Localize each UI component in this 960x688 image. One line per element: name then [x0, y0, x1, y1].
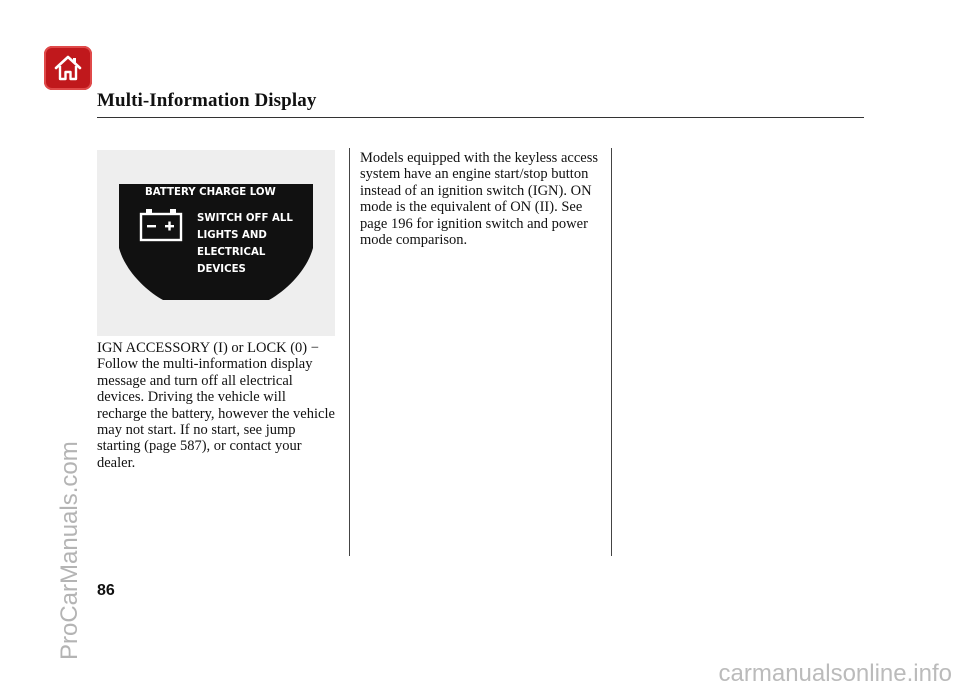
- display-message-line: LIGHTS AND: [197, 230, 267, 241]
- column-divider: [611, 148, 612, 556]
- section-title: Multi-Information Display: [97, 90, 317, 111]
- home-icon: [52, 52, 84, 84]
- watermark-left: ProCarManuals.com: [56, 441, 83, 660]
- watermark-bottom: carmanualsonline.info: [718, 660, 952, 687]
- display-message-line: ELECTRICAL: [197, 247, 266, 258]
- display-message-line: DEVICES: [197, 264, 246, 275]
- header-rule: [97, 117, 864, 118]
- page-number: 86: [97, 582, 115, 599]
- display-screen: [119, 184, 313, 300]
- home-button[interactable]: [44, 46, 92, 90]
- display-message-line: SWITCH OFF ALL: [197, 213, 293, 224]
- battery-warning-figure: [97, 150, 335, 336]
- display-illustration: [97, 150, 335, 336]
- ign-accessory-paragraph: IGN ACCESSORY (I) or LOCK (0) − Follow the multi-information display message and turn off all electrical devices. Driving the vehicle will recharge the battery, however the vehicle may not start. If no start, see jump starting (page 587), or contact your dealer.: [97, 340, 335, 471]
- keyless-access-paragraph: Models equipped with the keyless access system have an engine start/stop button instead of an ignition switch (IGN). ON mode is the equivalent of ON (II). See page 196 for ignition switch and power mode comparison.: [360, 150, 598, 249]
- column-divider: [349, 148, 350, 556]
- display-heading: BATTERY CHARGE LOW: [145, 187, 276, 198]
